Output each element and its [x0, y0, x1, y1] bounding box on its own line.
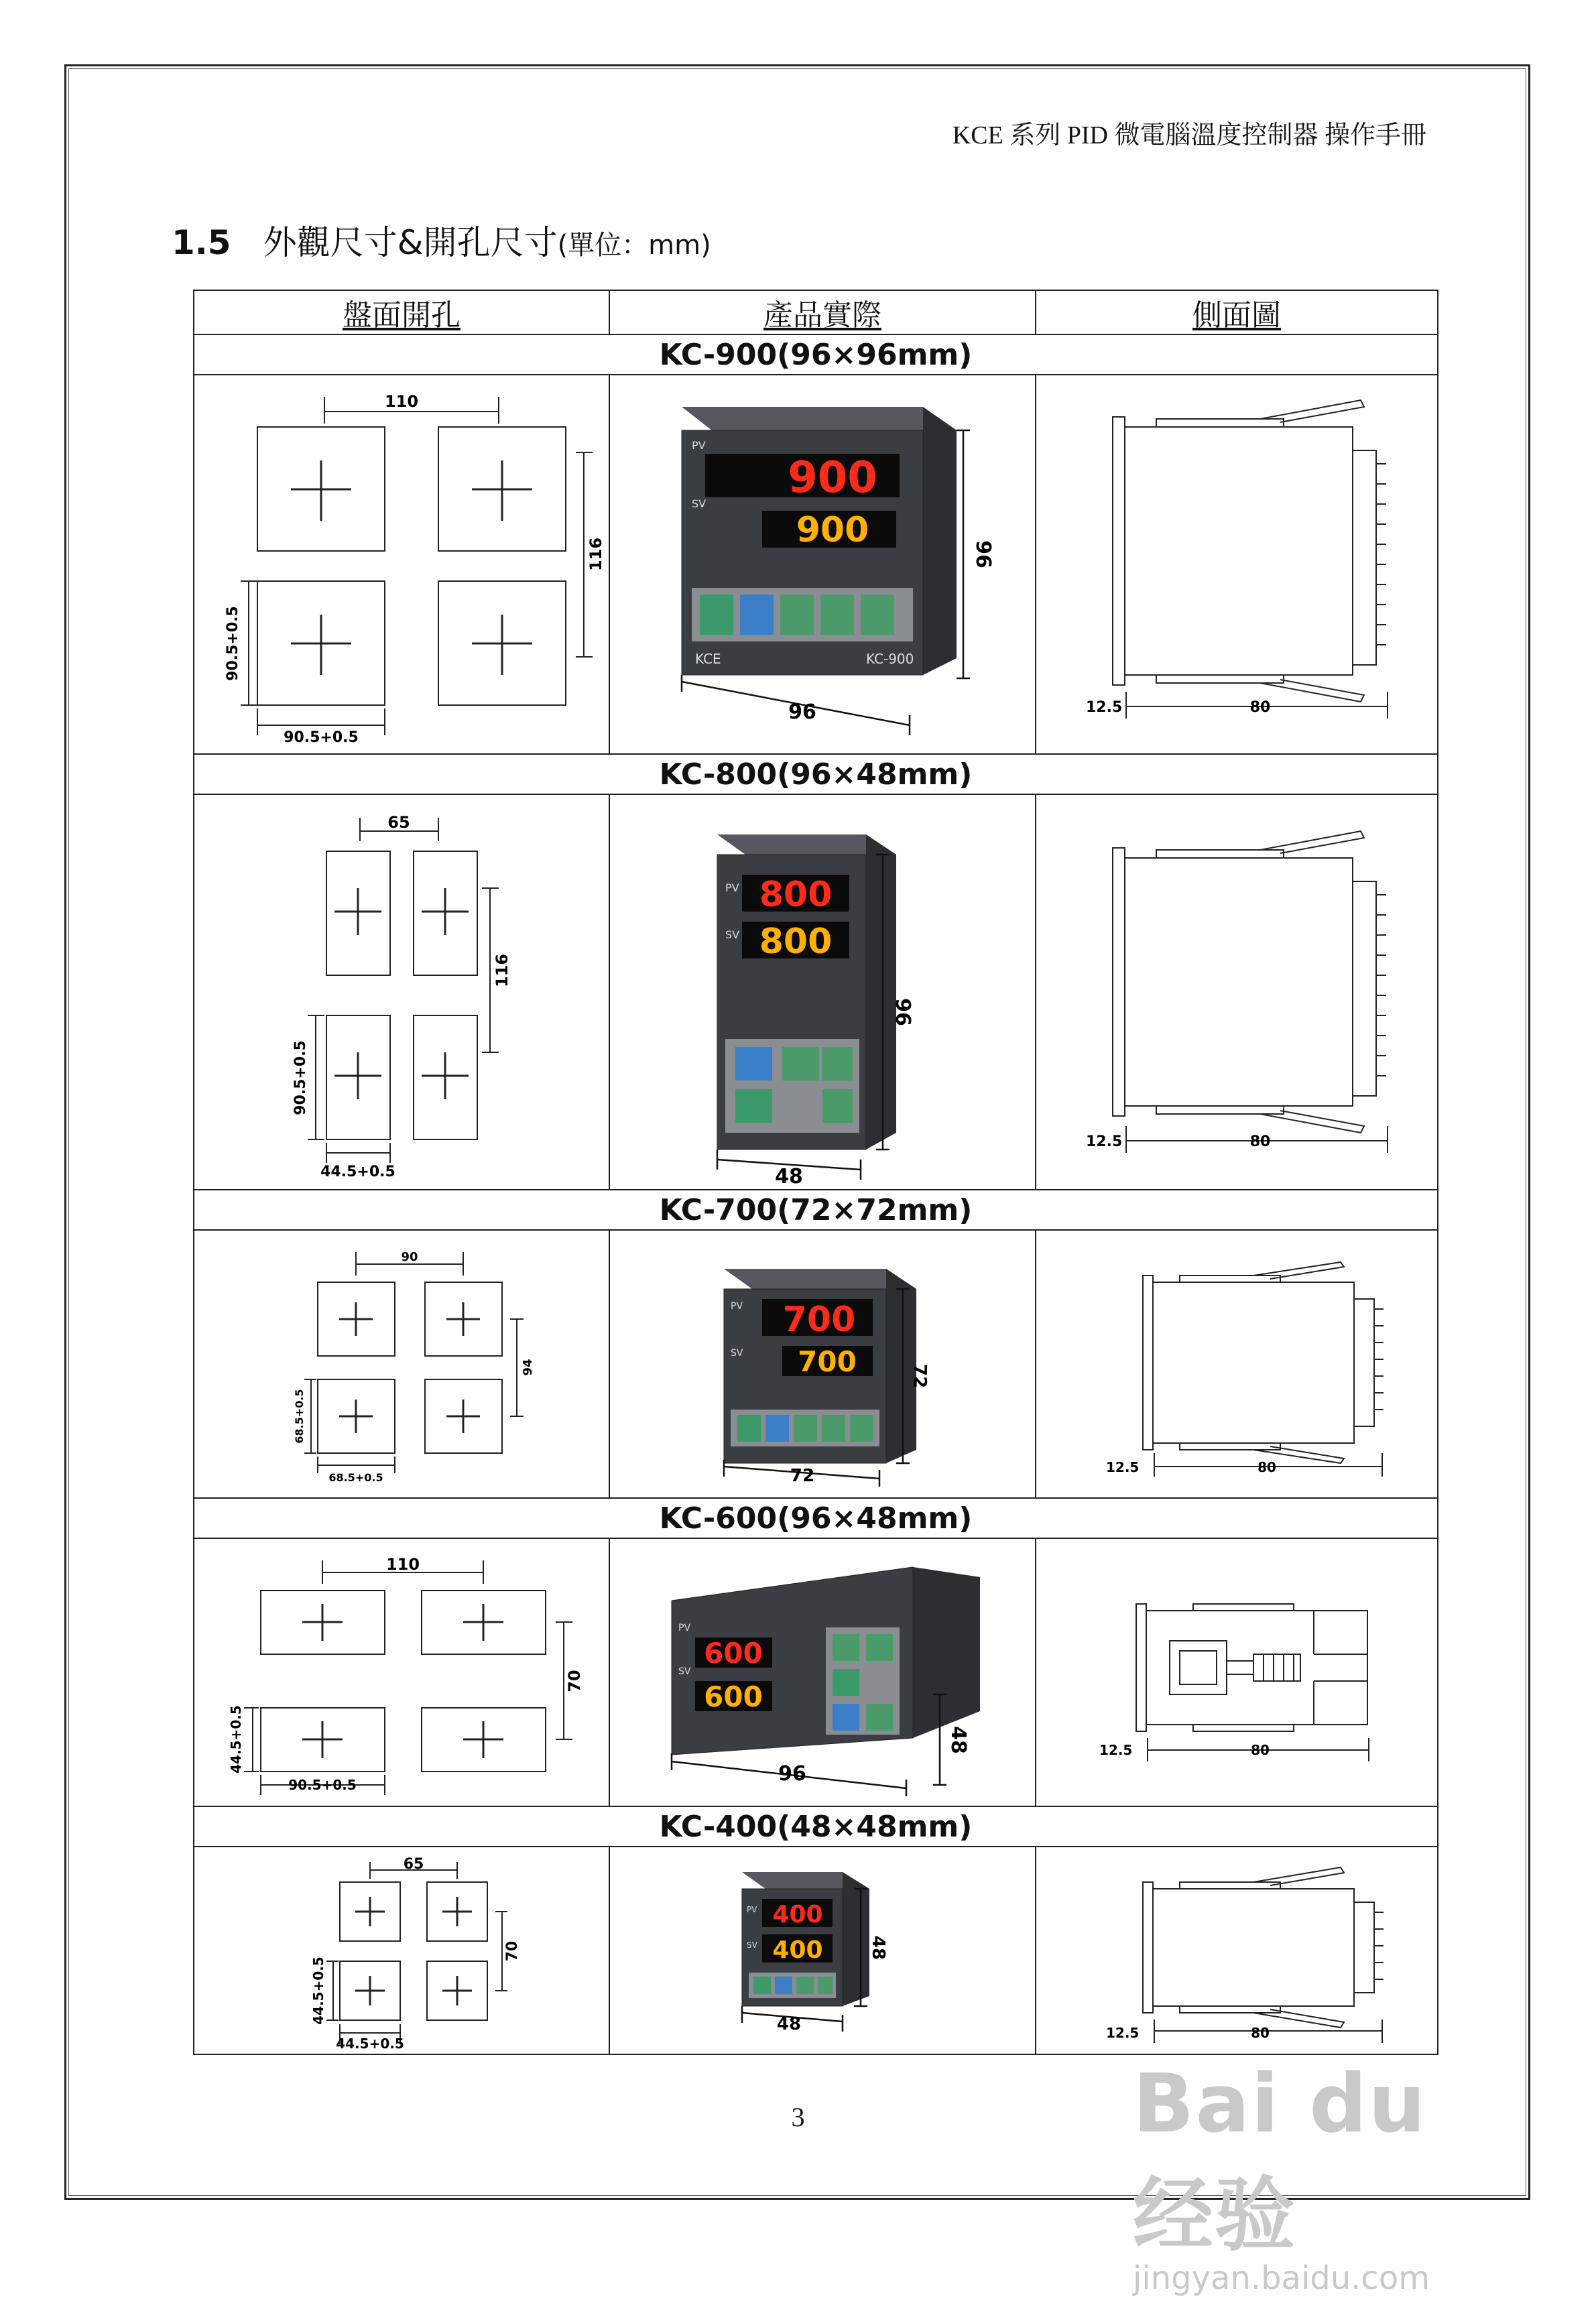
dim-product-h: 96	[971, 540, 995, 568]
model-row-kc600	[194, 1498, 1438, 1538]
panel-cutout-figure	[194, 1230, 609, 1498]
section-unit: (單位：mm)	[557, 230, 711, 261]
col-panel-cutout: 盤面開孔	[194, 290, 609, 334]
model-title: KC-700(72×72mm)	[194, 1190, 1438, 1230]
sv-label: SV	[725, 928, 740, 941]
dim-spacing-h: 110	[385, 1554, 420, 1574]
pv-label: PV	[731, 1300, 743, 1312]
product-photo-figure	[609, 1230, 1036, 1498]
side-front-dim: 12.5	[1106, 2024, 1140, 2041]
dim-product-w: 48	[775, 1165, 803, 1188]
sv-label: SV	[731, 1347, 743, 1359]
side-view-drawing	[1039, 377, 1434, 752]
dimension-table	[193, 290, 1438, 2055]
panel-cutout-figure	[194, 1538, 609, 1806]
dim-product-h: 48	[946, 1725, 970, 1754]
side-depth-dim: 80	[1251, 2024, 1270, 2041]
page-number: 3	[791, 2102, 805, 2132]
sv-display: 400	[772, 1936, 823, 1964]
model-row-kc900	[194, 334, 1438, 375]
panel-cutout-figure	[194, 794, 609, 1190]
side-view-drawing	[1039, 1232, 1434, 1497]
dim-cutout-h: 90.5+0.5	[225, 606, 241, 681]
pv-display: 400	[772, 1900, 823, 1928]
side-depth-dim: 80	[1251, 1741, 1270, 1758]
pv-label: PV	[678, 1622, 691, 1633]
pv-label: PV	[692, 439, 706, 452]
product-photo-figure	[609, 1538, 1036, 1806]
side-view-drawing	[1039, 1540, 1434, 1805]
pv-display: 800	[759, 875, 833, 915]
dim-cutout-w: 44.5+0.5	[336, 2035, 404, 2052]
dim-product-w: 96	[788, 700, 816, 724]
dim-spacing-h: 65	[387, 813, 410, 832]
figure-row-kc600	[194, 1538, 1438, 1806]
baidu-watermark	[1133, 2058, 1535, 2297]
product-photo-figure	[609, 1847, 1036, 2054]
model-row-kc800	[194, 754, 1438, 794]
figure-row-kc700	[194, 1230, 1438, 1498]
watermark-logo: Bai du 经验	[1133, 2058, 1427, 2262]
table-header-row	[194, 290, 1438, 334]
side-view-figure	[1036, 1230, 1438, 1498]
col-side-view: 側面圖	[1036, 290, 1438, 334]
dim-cutout-w: 44.5+0.5	[320, 1164, 395, 1180]
dim-product-h: 72	[910, 1363, 930, 1388]
pv-label: PV	[747, 1904, 757, 1914]
sv-label: SV	[678, 1666, 691, 1677]
pv-display: 900	[788, 453, 877, 503]
dim-cutout-w: 90.5+0.5	[288, 1776, 357, 1793]
watermark-url: jingyan.baidu.com	[1133, 2259, 1430, 2297]
dim-product-h: 48	[868, 1935, 888, 1960]
dim-cutout-h: 44.5+0.5	[310, 1956, 326, 2025]
side-front-dim: 12.5	[1106, 1458, 1140, 1475]
dim-spacing-v: 94	[521, 1358, 535, 1376]
sv-display: 900	[796, 510, 869, 550]
model-row-kc400	[194, 1806, 1438, 1847]
dim-spacing-h: 65	[403, 1855, 424, 1873]
product-photo-figure	[609, 794, 1036, 1190]
panel-cutout-drawing	[200, 377, 603, 752]
sv-label: SV	[692, 497, 707, 510]
model-label: KC-900	[866, 651, 914, 667]
dim-cutout-w: 90.5+0.5	[284, 729, 359, 746]
dim-spacing-v: 116	[493, 953, 511, 988]
dim-product-w: 96	[778, 1761, 806, 1786]
pv-display: 600	[704, 1636, 763, 1670]
side-view-figure	[1036, 794, 1438, 1190]
dim-product-w: 72	[790, 1465, 815, 1486]
side-front-dim: 12.5	[1086, 1133, 1123, 1150]
panel-cutout-drawing	[200, 1849, 603, 2053]
side-view-figure	[1036, 1538, 1438, 1806]
panel-cutout-drawing	[200, 1232, 603, 1497]
dim-cutout-w: 68.5+0.5	[328, 1471, 383, 1484]
dim-spacing-v: 70	[504, 1940, 521, 1961]
panel-cutout-figure	[194, 375, 609, 754]
side-view-figure	[1036, 1847, 1438, 2054]
dim-product-h: 96	[891, 998, 914, 1026]
running-header: KCE 系列 PID 微電腦溫度控制器 操作手冊	[952, 121, 1426, 149]
sv-display: 800	[759, 922, 833, 962]
pv-label: PV	[725, 881, 739, 894]
product-photo-kc800	[611, 798, 1034, 1186]
panel-cutout-drawing	[200, 1540, 603, 1805]
model-title: KC-600(96×48mm)	[194, 1498, 1438, 1538]
product-photo-kc900	[611, 377, 1034, 752]
section-number: 1.5	[172, 223, 231, 262]
side-view-drawing	[1039, 1849, 1434, 2053]
side-front-dim: 12.5	[1086, 699, 1123, 716]
dim-spacing-v: 70	[565, 1669, 584, 1692]
dim-cutout-h: 44.5+0.5	[228, 1704, 244, 1774]
side-view-drawing	[1039, 798, 1434, 1186]
side-depth-dim: 80	[1249, 699, 1271, 716]
figure-row-kc400	[194, 1847, 1438, 2054]
dim-cutout-h: 90.5+0.5	[292, 1040, 309, 1115]
model-title: KC-400(48×48mm)	[194, 1806, 1438, 1847]
dim-cutout-h: 68.5+0.5	[293, 1388, 306, 1444]
side-depth-dim: 80	[1257, 1458, 1276, 1475]
product-photo-kc600	[611, 1540, 1034, 1805]
side-depth-dim: 80	[1249, 1133, 1271, 1150]
panel-cutout-figure	[194, 1847, 609, 2054]
model-row-kc700	[194, 1190, 1438, 1230]
model-title: KC-900(96×96mm)	[194, 334, 1438, 375]
dim-spacing-h: 90	[401, 1249, 418, 1264]
sv-display: 700	[798, 1345, 857, 1378]
dim-spacing-h: 110	[384, 392, 419, 411]
figure-row-kc900	[194, 375, 1438, 754]
side-front-dim: 12.5	[1099, 1741, 1133, 1758]
dim-product-w: 48	[776, 2013, 802, 2034]
model-title: KC-800(96×48mm)	[194, 754, 1438, 794]
sv-display: 600	[704, 1680, 763, 1713]
dim-spacing-v: 116	[587, 537, 605, 572]
pv-display: 700	[782, 1299, 856, 1340]
side-view-figure	[1036, 375, 1438, 754]
section-heading: 外觀尺寸&開孔尺寸	[263, 223, 558, 262]
brand-label: KCE	[695, 651, 721, 667]
product-photo-kc400	[611, 1849, 1034, 2053]
section-title	[172, 216, 711, 264]
col-product-actual: 產品實際	[609, 290, 1036, 334]
product-photo-kc700	[611, 1232, 1034, 1497]
sv-label: SV	[747, 1940, 757, 1950]
product-photo-figure	[609, 375, 1036, 754]
panel-cutout-drawing	[200, 798, 603, 1186]
figure-row-kc800	[194, 794, 1438, 1190]
